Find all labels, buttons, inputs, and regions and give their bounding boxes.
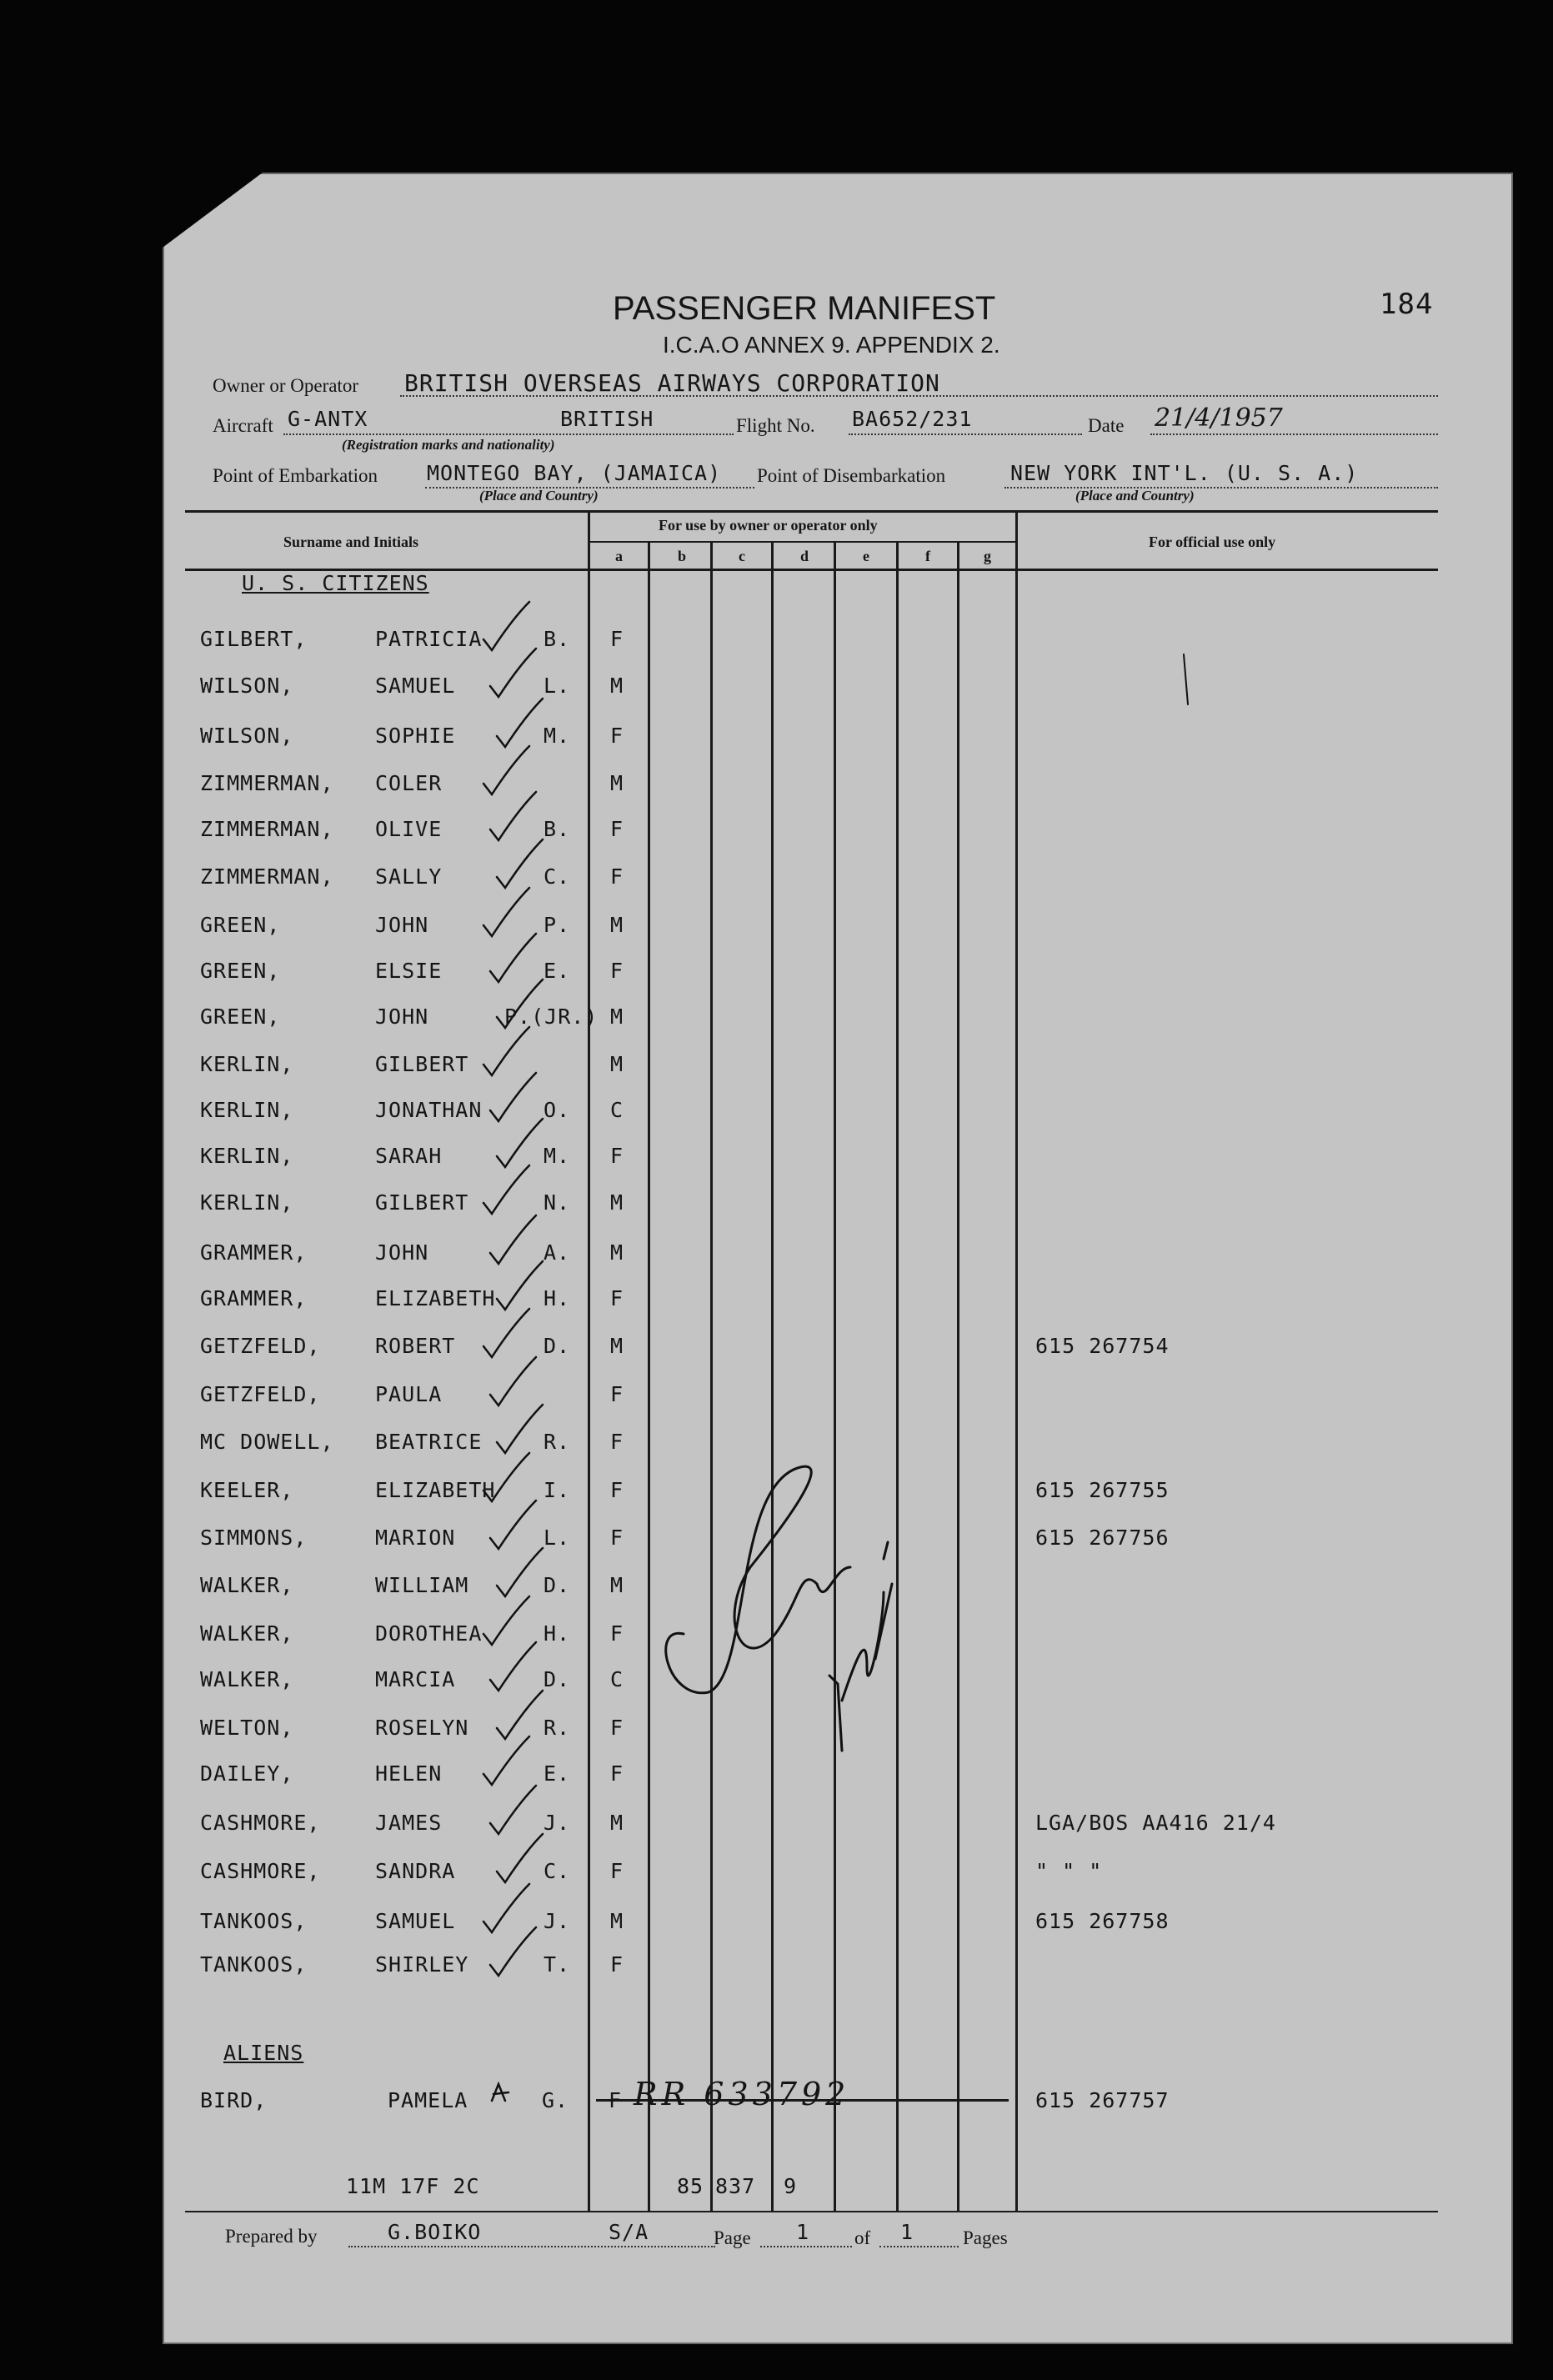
passenger-surname: TANKOOS,: [200, 1952, 308, 1977]
passenger-sex: M: [610, 1240, 624, 1265]
passenger-surname: GRAMMER,: [200, 1240, 308, 1265]
passenger-surname: ZIMMERMAN,: [200, 864, 334, 889]
date-value: 21/4/1957: [1155, 403, 1283, 433]
passenger-first-name: JOHN: [375, 1005, 429, 1029]
passenger-first-name: SOPHIE: [375, 724, 456, 748]
passenger-surname: WILSON,: [200, 724, 294, 748]
section-us-citizens: U. S. CITIZENS: [242, 571, 429, 595]
aircraft-label: Aircraft: [213, 415, 273, 436]
passenger-initial: D.: [544, 1334, 571, 1358]
passenger-first-name: GILBERT: [375, 1190, 469, 1215]
checkmark: [483, 1027, 529, 1075]
passenger-surname: GRAMMER,: [200, 1286, 308, 1310]
col-owner-header: For use by owner or operator only: [659, 517, 878, 534]
stray-mark: [1184, 654, 1188, 704]
aircraft-note: (Registration marks and nationality): [342, 437, 555, 453]
checkmark: [490, 1215, 536, 1264]
col-letter-a: a: [615, 548, 623, 564]
passenger-sex: F: [610, 627, 624, 651]
passenger-surname: WALKER,: [200, 1667, 294, 1691]
disembarkation-note: (Place and Country): [1075, 488, 1195, 504]
page-title: PASSENGER MANIFEST: [613, 290, 996, 327]
official-note: 615 267755: [1035, 1478, 1170, 1502]
col-official-header: For official use only: [1149, 534, 1276, 550]
passenger-sex: M: [610, 771, 624, 795]
passenger-initial: C.: [544, 864, 571, 889]
checkmark: [490, 1073, 536, 1121]
passenger-sex: C: [610, 1667, 624, 1691]
passenger-sex: M: [610, 674, 624, 698]
passenger-first-name: DOROTHEA: [375, 1621, 483, 1646]
col-letter-f: f: [925, 548, 930, 564]
passenger-surname: GREEN,: [200, 959, 281, 983]
passenger-first-name: JOHN: [375, 1240, 429, 1265]
col-letter-e: e: [863, 548, 869, 564]
passenger-surname: KERLIN,: [200, 1052, 294, 1076]
passenger-sex: M: [610, 1811, 624, 1835]
section-aliens: ALIENS: [223, 2041, 304, 2065]
col-letter-c: c: [739, 548, 745, 564]
passenger-sex: M: [610, 913, 624, 937]
disembarkation-label: Point of Disembarkation: [757, 465, 946, 486]
passenger-initial: M.: [544, 1144, 571, 1168]
checkmark: [490, 1927, 536, 1976]
col-letter-g: g: [984, 548, 991, 564]
passenger-first-name: BEATRICE: [375, 1430, 483, 1454]
of-value: 1: [900, 2220, 914, 2244]
checkmark: [497, 1548, 543, 1596]
passenger-first-name: PAMELA: [388, 2088, 468, 2112]
passenger-sex: F: [610, 1144, 624, 1168]
passenger-first-name: COLER: [375, 771, 443, 795]
embarkation-value: MONTEGO BAY, (JAMAICA): [427, 461, 722, 485]
passenger-sex: M: [610, 1573, 624, 1597]
checkmark: [497, 699, 543, 747]
checkmark: [497, 839, 543, 888]
passenger-sex: F: [610, 1621, 624, 1646]
passenger-surname: SIMMONS,: [200, 1526, 308, 1550]
passenger-sex: F: [610, 1952, 624, 1977]
passenger-first-name: GILBERT: [375, 1052, 469, 1076]
handwritten-reference: RR 633792: [634, 2076, 850, 2112]
checkmark: [483, 1165, 529, 1214]
passenger-initial: J.: [544, 1811, 571, 1835]
passenger-initial: G.: [542, 2088, 569, 2112]
passenger-first-name: JONATHAN: [375, 1098, 483, 1122]
of-label: of: [854, 2227, 871, 2248]
passenger-first-name: HELEN: [375, 1761, 443, 1786]
passenger-surname: TANKOOS,: [200, 1909, 308, 1933]
passenger-sex: M: [610, 1005, 624, 1029]
passenger-initial: C.: [544, 1859, 571, 1883]
embarkation-note: (Place and Country): [479, 488, 599, 504]
total-d: 9: [784, 2174, 798, 2198]
total-c: 837: [715, 2174, 756, 2198]
passenger-first-name: ROSELYN: [375, 1716, 469, 1740]
passenger-sex: M: [610, 1052, 624, 1076]
passenger-surname: KERLIN,: [200, 1190, 294, 1215]
disembarkation-value: NEW YORK INT'L. (U. S. A.): [1010, 461, 1359, 485]
passenger-surname: ZIMMERMAN,: [200, 817, 334, 841]
passenger-surname: WILSON,: [200, 674, 294, 698]
passenger-initial: L.: [544, 1526, 571, 1550]
passenger-surname: WALKER,: [200, 1621, 294, 1646]
col-letter-b: b: [678, 548, 687, 564]
passenger-first-name: ELIZABETH: [375, 1286, 496, 1310]
passenger-initial: L.: [544, 674, 571, 698]
prepared-label: Prepared by: [225, 2226, 318, 2247]
passenger-initial: H.: [544, 1621, 571, 1646]
checkmark: [483, 1736, 529, 1785]
passenger-surname: GETZFELD,: [200, 1334, 321, 1358]
passenger-surname: BIRD,: [200, 2088, 268, 2112]
passenger-first-name: MARION: [375, 1526, 456, 1550]
checkmark: [483, 602, 529, 650]
passenger-initial: R.: [544, 1430, 571, 1454]
passenger-sex: F: [610, 1761, 624, 1786]
passenger-sex: F: [610, 1478, 624, 1502]
checkmark: [490, 1501, 536, 1549]
checkmark: [490, 934, 536, 982]
passenger-surname: MC DOWELL,: [200, 1430, 334, 1454]
passenger-surname: KERLIN,: [200, 1144, 294, 1168]
passenger-first-name: PATRICIA: [375, 627, 483, 651]
passenger-sex: M: [610, 1334, 624, 1358]
passenger-initial: D.: [544, 1667, 571, 1691]
checkmark: [490, 1357, 536, 1405]
totals-summary: 11M 17F 2C: [346, 2174, 480, 2198]
passenger-initial: T.: [544, 1952, 571, 1977]
passenger-first-name: MARCIA: [375, 1667, 456, 1691]
flight-number: BA652/231: [852, 407, 973, 431]
passenger-surname: GREEN,: [200, 913, 281, 937]
checkmark: [497, 980, 543, 1028]
passenger-sex: F: [610, 1286, 624, 1310]
passenger-initial: B.: [544, 817, 571, 841]
pages-label: Pages: [963, 2227, 1008, 2248]
passenger-surname: ZIMMERMAN,: [200, 771, 334, 795]
official-note: 615 267754: [1035, 1334, 1170, 1358]
passenger-surname: DAILEY,: [200, 1761, 294, 1786]
passenger-initial: P.(JR.): [504, 1005, 599, 1029]
passenger-initial: E.: [544, 1761, 571, 1786]
official-note: 615 267756: [1035, 1526, 1170, 1550]
checkmark: [483, 1596, 529, 1645]
passenger-surname: GREEN,: [200, 1005, 281, 1029]
page-label: Page: [714, 2227, 751, 2248]
col-name-header: Surname and Initials: [283, 534, 419, 550]
checkmark: [490, 1786, 536, 1834]
handwritten-signature-stroke: [666, 1466, 850, 1693]
owner-label: Owner or Operator: [213, 375, 358, 396]
passenger-first-name: ROBERT: [375, 1334, 456, 1358]
passenger-sex: M: [610, 1190, 624, 1215]
page-number: 184: [1380, 288, 1434, 321]
total-b: 85: [677, 2174, 704, 2198]
prepared-value: G.BOIKO: [388, 2220, 482, 2244]
checkmark: [497, 1119, 543, 1167]
checkmark: [483, 1453, 529, 1501]
passenger-first-name: SANDRA: [375, 1859, 456, 1883]
passenger-surname: KERLIN,: [200, 1098, 294, 1122]
checkmark: [497, 1405, 543, 1453]
checkmark: [497, 1261, 543, 1310]
passenger-first-name: SARAH: [375, 1144, 443, 1168]
passenger-initial: B.: [544, 627, 571, 651]
date-label: Date: [1088, 415, 1125, 436]
passenger-surname: KEELER,: [200, 1478, 294, 1502]
checkmark: [490, 1642, 536, 1691]
official-note: 615 267758: [1035, 1909, 1170, 1933]
checkmark: [490, 649, 536, 697]
passenger-sex: F: [610, 1526, 624, 1550]
passenger-surname: GILBERT,: [200, 627, 308, 651]
passenger-initial: D.: [544, 1573, 571, 1597]
passenger-sex: F: [610, 959, 624, 983]
checkmark: [483, 888, 529, 936]
passenger-first-name: SAMUEL: [375, 674, 456, 698]
passenger-initial: R.: [544, 1716, 571, 1740]
page-value: 1: [796, 2220, 810, 2244]
embarkation-label: Point of Embarkation: [213, 465, 378, 486]
passenger-sex: F: [610, 817, 624, 841]
passenger-sex: F: [609, 2088, 623, 2112]
official-note: " " ": [1035, 1859, 1103, 1883]
passenger-first-name: SAMUEL: [375, 1909, 456, 1933]
page-subtitle: I.C.A.O ANNEX 9. APPENDIX 2.: [663, 332, 1000, 358]
passenger-initial: M.: [544, 724, 571, 748]
passenger-first-name: SALLY: [375, 864, 443, 889]
passenger-surname: WALKER,: [200, 1573, 294, 1597]
passenger-first-name: JOHN: [375, 913, 429, 937]
passenger-first-name: PAULA: [375, 1382, 443, 1406]
passenger-initial: E.: [544, 959, 571, 983]
passenger-surname: CASHMORE,: [200, 1811, 321, 1835]
checkmark: [497, 1691, 543, 1739]
passenger-initial: N.: [544, 1190, 571, 1215]
passenger-sex: F: [610, 1859, 624, 1883]
passenger-sex: F: [610, 1430, 624, 1454]
owner-value: BRITISH OVERSEAS AIRWAYS CORPORATION: [404, 369, 940, 397]
passenger-surname: GETZFELD,: [200, 1382, 321, 1406]
passenger-initial: O.: [544, 1098, 571, 1122]
passenger-surname: WELTON,: [200, 1716, 294, 1740]
checkmark: [497, 1834, 543, 1882]
passenger-initial: H.: [544, 1286, 571, 1310]
passenger-first-name: WILLIAM: [375, 1573, 469, 1597]
prepared-role: S/A: [609, 2220, 649, 2244]
passenger-sex: F: [610, 864, 624, 889]
aircraft-registration: G-ANTX: [288, 407, 368, 431]
passenger-initial: I.: [544, 1478, 571, 1502]
official-note: LGA/BOS AA416 21/4: [1035, 1811, 1276, 1835]
passenger-first-name: JAMES: [375, 1811, 443, 1835]
passenger-sex: F: [610, 1716, 624, 1740]
passenger-first-name: ELIZABETH: [375, 1478, 496, 1502]
passenger-surname: CASHMORE,: [200, 1859, 321, 1883]
passenger-sex: F: [610, 724, 624, 748]
passenger-sex: M: [610, 1909, 624, 1933]
aircraft-nationality: BRITISH: [560, 407, 654, 431]
col-letter-d: d: [800, 548, 809, 564]
passenger-initial: A.: [544, 1240, 571, 1265]
passenger-initial: P.: [544, 913, 571, 937]
flight-label: Flight No.: [736, 415, 815, 436]
passenger-sex: F: [610, 1382, 624, 1406]
checkmark: [483, 1884, 529, 1932]
checkmark: [490, 792, 536, 840]
passenger-first-name: OLIVE: [375, 817, 443, 841]
checkmark: [483, 1309, 529, 1357]
passenger-initial: J.: [544, 1909, 571, 1933]
checkmark: [483, 746, 529, 794]
official-note: 615 267757: [1035, 2088, 1170, 2112]
alien-checkmark: [492, 2084, 508, 2101]
passenger-sex: C: [610, 1098, 624, 1122]
passenger-first-name: SHIRLEY: [375, 1952, 469, 1977]
passenger-first-name: ELSIE: [375, 959, 443, 983]
